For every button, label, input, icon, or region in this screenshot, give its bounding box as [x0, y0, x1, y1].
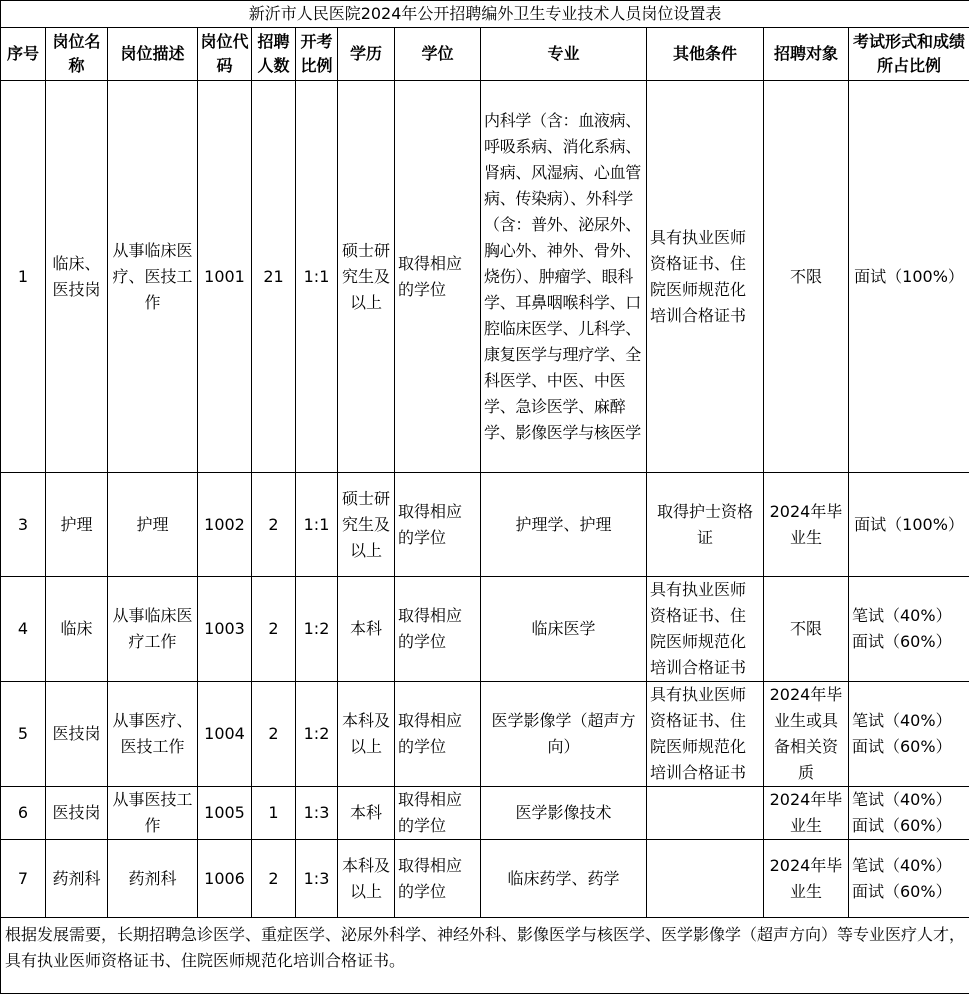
cell-other: 具有执业医师资格证书、住院医师规范化培训合格证书: [647, 682, 764, 787]
cell-post-name: 医技岗: [46, 682, 108, 787]
footnote-text: 根据发展需要，长期招聘急诊医学、重症医学、泌尿外科学、神经外科、影像医学与核医学、医学影像学（超声方向）等专业医疗人才，具有执业医师资格证书、住院医师规范化培训合格证书。: [1, 918, 969, 994]
cell-post-name: 护理: [46, 473, 108, 577]
cell-recruit-count: 1: [252, 787, 296, 840]
cell-post-desc: 护理: [108, 473, 198, 577]
cell-recruit-count: 2: [252, 577, 296, 682]
cell-target: 2024年毕业生或具备相关资质: [764, 682, 849, 787]
cell-post-name: 药剂科: [46, 840, 108, 918]
cell-education: 硕士研究生及以上: [338, 473, 395, 577]
cell-education: 本科: [338, 787, 395, 840]
header-seq: 序号: [1, 28, 46, 81]
cell-other: 具有执业医师资格证书、住院医师规范化培训合格证书: [647, 577, 764, 682]
cell-degree: 取得相应的学位: [395, 787, 481, 840]
cell-exam-ratio: 1:2: [296, 682, 338, 787]
cell-post-code: 1002: [198, 473, 252, 577]
cell-major: 内科学（含：血液病、呼吸系病、消化系病、肾病、风湿病、心血管病、传染病）、外科学（含：普外、泌尿外、胸心外、神外、骨外、烧伤）、肿瘤学、眼科学、耳鼻咽喉科学、口腔临床医学、儿科学、康复医学与理疗学、全科医学、中医、中医学、急诊医学、麻醉学、影像医学与核医学: [481, 81, 647, 473]
cell-recruit-count: 2: [252, 840, 296, 918]
cell-target: 2024年毕业生: [764, 840, 849, 918]
cell-seq: 5: [1, 682, 46, 787]
cell-target: 2024年毕业生: [764, 473, 849, 577]
cell-post-name: 临床、医技岗: [46, 81, 108, 473]
table-row: [1, 577, 969, 682]
cell-other: 取得护士资格证: [647, 473, 764, 577]
cell-education: 本科及以上: [338, 840, 395, 918]
cell-exam-form: 面试（100%）: [849, 473, 969, 577]
header-recruit-count: 招聘人数: [252, 28, 296, 81]
header-exam-ratio: 开考比例: [296, 28, 338, 81]
footnote-row: [1, 918, 969, 994]
header-other: 其他条件: [647, 28, 764, 81]
cell-major: 护理学、护理: [481, 473, 647, 577]
cell-post-desc: 从事临床医疗、医技工作: [108, 81, 198, 473]
cell-degree: 取得相应的学位: [395, 682, 481, 787]
cell-major: 临床医学: [481, 577, 647, 682]
cell-post-code: 1006: [198, 840, 252, 918]
header-target: 招聘对象: [764, 28, 849, 81]
cell-post-name: 医技岗: [46, 787, 108, 840]
cell-recruit-count: 2: [252, 682, 296, 787]
header-exam-form: 考试形式和成绩所占比例: [849, 28, 969, 81]
header-post-name: 岗位名称: [46, 28, 108, 81]
header-degree: 学位: [395, 28, 481, 81]
table-row: [1, 840, 969, 918]
header-post-code: 岗位代码: [198, 28, 252, 81]
cell-exam-ratio: 1:1: [296, 473, 338, 577]
cell-degree: 取得相应的学位: [395, 840, 481, 918]
cell-other: [647, 787, 764, 840]
cell-exam-form: 笔试（40%）面试（60%）: [849, 682, 969, 787]
cell-education: 硕士研究生及以上: [338, 81, 395, 473]
cell-exam-ratio: 1:1: [296, 81, 338, 473]
cell-major: 临床药学、药学: [481, 840, 647, 918]
cell-post-desc: 从事医技工作: [108, 787, 198, 840]
cell-degree: 取得相应的学位: [395, 473, 481, 577]
cell-recruit-count: 2: [252, 473, 296, 577]
cell-major: 医学影像学（超声方向）: [481, 682, 647, 787]
table-row: [1, 682, 969, 787]
cell-post-desc: 药剂科: [108, 840, 198, 918]
cell-exam-ratio: 1:2: [296, 577, 338, 682]
cell-post-code: 1001: [198, 81, 252, 473]
header-education: 学历: [338, 28, 395, 81]
cell-degree: 取得相应的学位: [395, 81, 481, 473]
cell-post-name: 临床: [46, 577, 108, 682]
cell-recruit-count: 21: [252, 81, 296, 473]
cell-exam-form: 面试（100%）: [849, 81, 969, 473]
cell-other: 具有执业医师资格证书、住院医师规范化培训合格证书: [647, 81, 764, 473]
cell-exam-ratio: 1:3: [296, 787, 338, 840]
cell-exam-ratio: 1:3: [296, 840, 338, 918]
cell-target: 不限: [764, 81, 849, 473]
cell-seq: 1: [1, 81, 46, 473]
cell-target: 2024年毕业生: [764, 787, 849, 840]
cell-exam-form: 笔试（40%）面试（60%）: [849, 787, 969, 840]
header-row: [1, 28, 969, 81]
cell-post-code: 1004: [198, 682, 252, 787]
cell-post-code: 1005: [198, 787, 252, 840]
table-row: [1, 473, 969, 577]
table-title: 新沂市人民医院2024年公开招聘编外卫生专业技术人员岗位设置表: [1, 1, 969, 28]
cell-other: [647, 840, 764, 918]
table-row: [1, 787, 969, 840]
cell-exam-form: 笔试（40%）面试（60%）: [849, 577, 969, 682]
header-post-desc: 岗位描述: [108, 28, 198, 81]
cell-post-desc: 从事医疗、医技工作: [108, 682, 198, 787]
cell-post-code: 1003: [198, 577, 252, 682]
cell-seq: 6: [1, 787, 46, 840]
table-row: [1, 81, 969, 473]
header-major: 专业: [481, 28, 647, 81]
cell-degree: 取得相应的学位: [395, 577, 481, 682]
cell-post-desc: 从事临床医疗工作: [108, 577, 198, 682]
table-title-row: [1, 1, 969, 28]
cell-seq: 4: [1, 577, 46, 682]
cell-education: 本科及以上: [338, 682, 395, 787]
cell-major: 医学影像技术: [481, 787, 647, 840]
cell-exam-form: 笔试（40%）面试（60%）: [849, 840, 969, 918]
cell-seq: 3: [1, 473, 46, 577]
cell-target: 不限: [764, 577, 849, 682]
cell-education: 本科: [338, 577, 395, 682]
cell-seq: 7: [1, 840, 46, 918]
